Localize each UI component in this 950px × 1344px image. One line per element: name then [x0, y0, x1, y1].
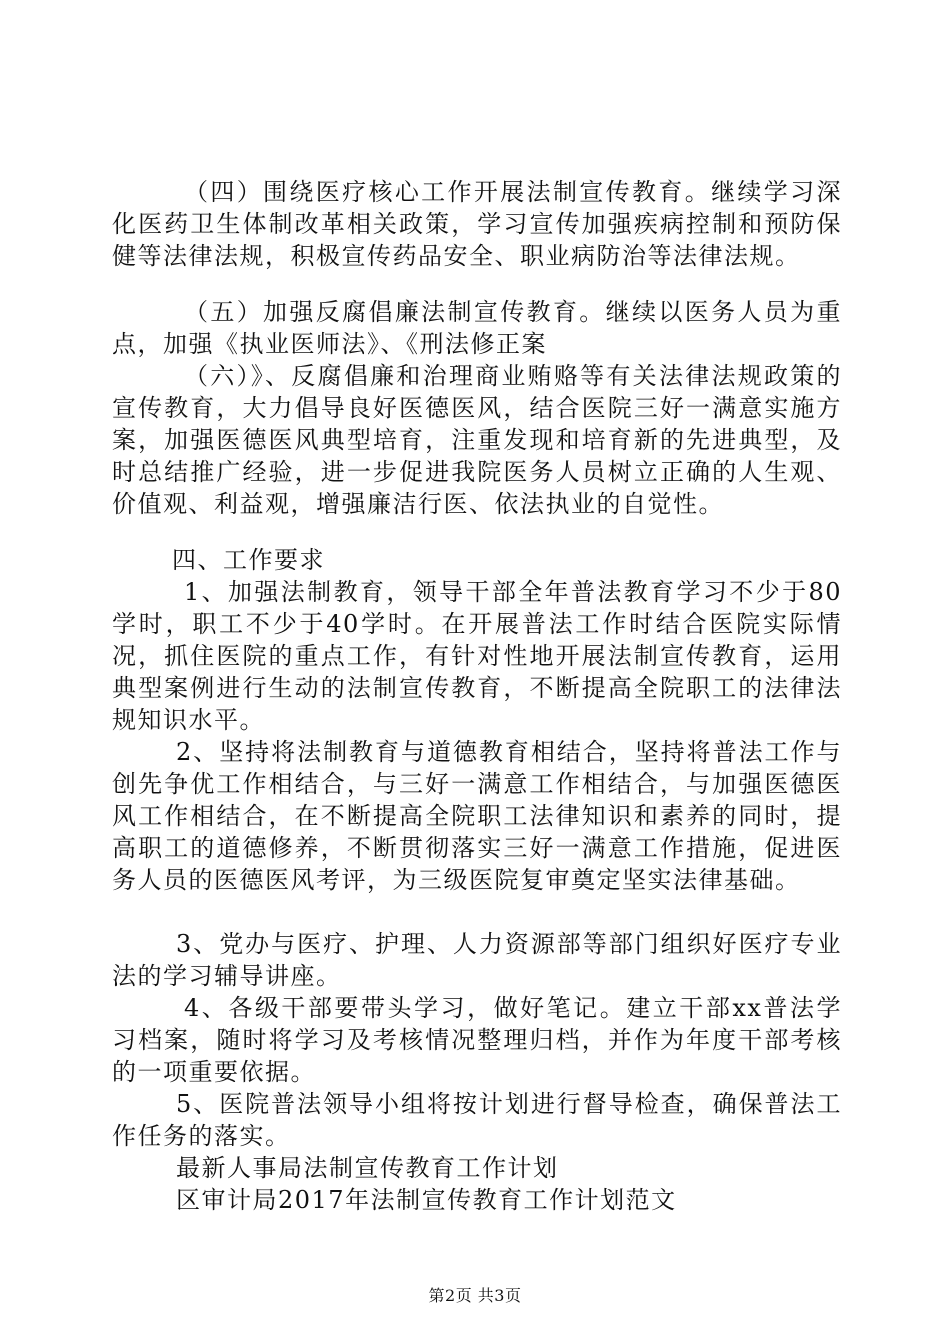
list-item-requirement-3: 3、党办与医疗、护理、人力资源部等部门组织好医疗专业法的学习辅导讲座。 [112, 930, 842, 990]
paragraph-section-5: （五）加强反腐倡廉法制宣传教育。继续以医务人员为重点，加强《执业医师法》、《刑法修正案 [112, 298, 842, 358]
paragraph-section-6: （六）》、反腐倡廉和治理商业贿赂等有关法律法规政策的宣传教育，大力倡导良好医德医风，结合医院三好一满意实施方案，加强医德医风典型培育，注重发现和培育新的先进典型，及时总结推广经验，进一步促进我院医务人员树立正确的人生观、价值观、利益观，增强廉洁行医、依法执业的自觉性。 [112, 362, 842, 518]
heading-work-requirements: 四、工作要求 [172, 546, 325, 574]
list-item-requirement-1: 1、加强法制教育，领导干部全年普法教育学习不少于80学时，职工不少于40学时。在开展普法工作时结合医院实际情况，抓住医院的重点工作，有针对性地开展法制宣传教育，运用典型案例进行生动的法制宣传教育，不断提高全院职工的法律法规知识水平。 [112, 578, 842, 734]
related-link-title-1: 最新人事局法制宣传教育工作计划 [176, 1154, 559, 1182]
paragraph-section-4: （四）围绕医疗核心工作开展法制宣传教育。继续学习深化医药卫生体制改革相关政策，学习宣传加强疾病控制和预防保健等法律法规，积极宣传药品安全、职业病防治等法律法规。 [112, 178, 842, 270]
related-link-title-2: 区审计局2017年法制宣传教育工作计划范文 [176, 1186, 677, 1214]
list-item-requirement-2: 2、坚持将法制教育与道德教育相结合，坚持将普法工作与创先争优工作相结合，与三好一满意工作相结合，与加强医德医风工作相结合，在不断提高全院职工法律知识和素养的同时，提高职工的道德修养，不断贯彻落实三好一满意工作措施，促进医务人员的医德医风考评，为三级医院复审奠定坚实法律基础。 [112, 738, 842, 894]
list-item-requirement-4: 4、各级干部要带头学习，做好笔记。建立干部xx普法学习档案，随时将学习及考核情况整理归档，并作为年度干部考核的一项重要依据。 [112, 994, 842, 1086]
page-number-footer: 第2页 共3页 [428, 1286, 522, 1305]
list-item-requirement-5: 5、医院普法领导小组将按计划进行督导检查，确保普法工作任务的落实。 [112, 1090, 842, 1150]
